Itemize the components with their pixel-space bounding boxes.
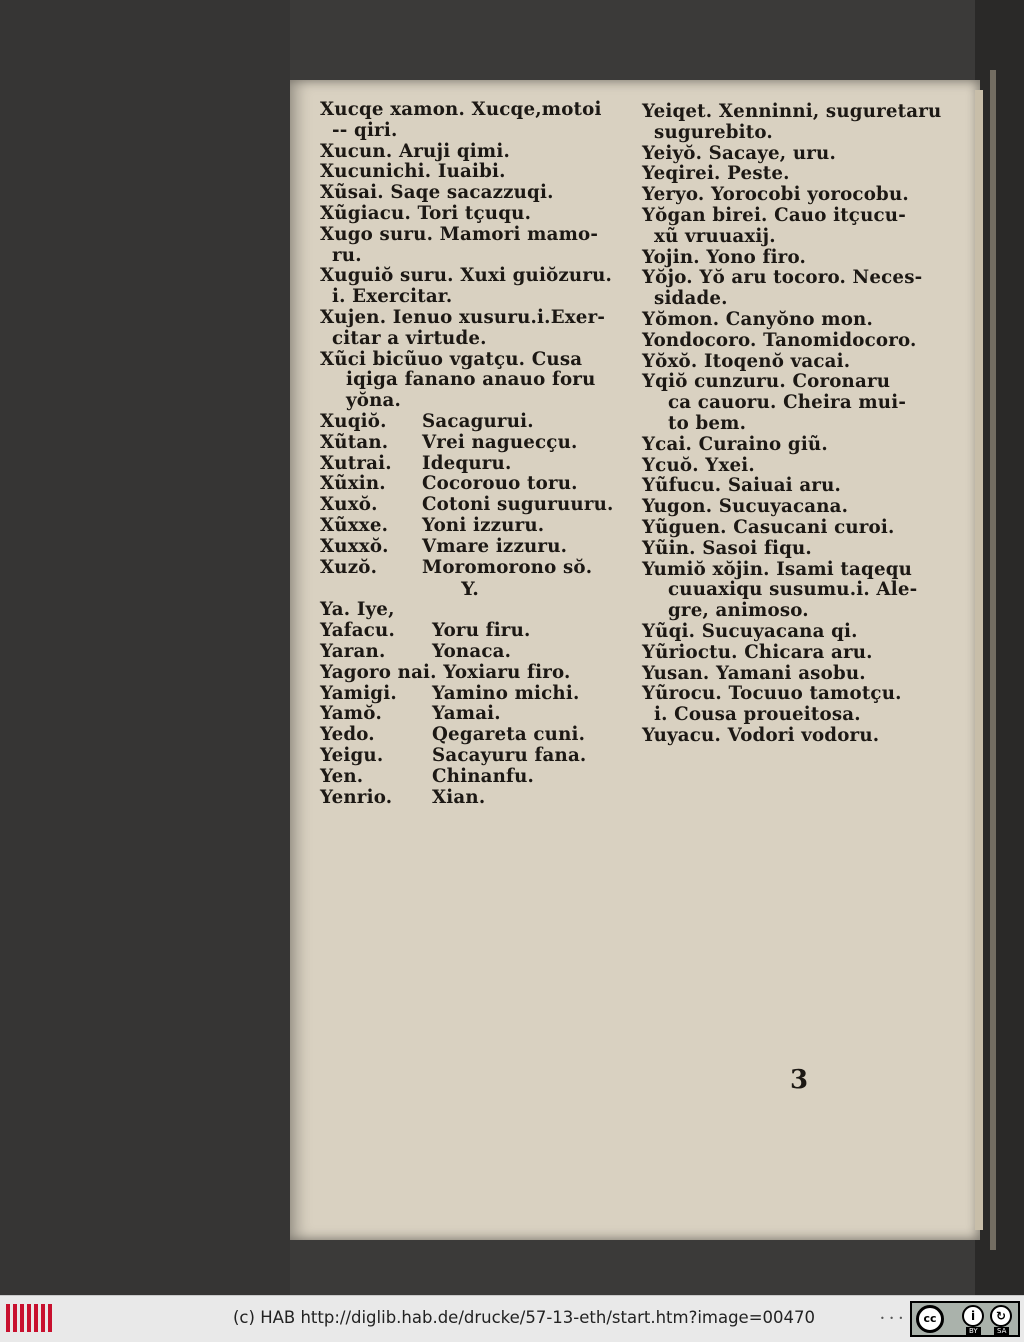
book-page xyxy=(290,80,980,1240)
entry: Yusan. Yamani asobu. xyxy=(642,662,866,684)
entry: Xuqiŏ. Sacagurui. xyxy=(320,410,534,432)
entry: Yondocoro. Tanomidocoro. xyxy=(642,329,917,351)
entry: Ya. Iye, xyxy=(320,599,395,621)
entry: Yũqi. Sucuyacana qi. xyxy=(642,620,858,642)
entry: Xũxxe. Yoni izzuru. xyxy=(320,514,545,536)
entry: Yŏxŏ. Itoqenŏ vacai. xyxy=(642,350,851,372)
entry: Yuyacu. Vodori vodoru. xyxy=(642,724,880,746)
left-column xyxy=(320,100,640,808)
entry: Yeiqet. Xenninni, suguretaru sugurebito. xyxy=(642,101,942,143)
entry: Xutrai. Idequru. xyxy=(320,452,512,474)
entry: Yeigu. Sacayuru fana. xyxy=(320,744,587,766)
entry: Yũfucu. Saiuai aru. xyxy=(642,475,842,497)
entry: Xuxŏ. Cotoni suguruuru. xyxy=(320,494,614,516)
entry: Yojin. Yono firo. xyxy=(642,246,807,268)
entry: Yũrioctu. Chicara aru. xyxy=(642,641,873,663)
share-alike-icon: ↻ xyxy=(990,1305,1012,1327)
entry: Xucun. Aruji qimi. xyxy=(320,140,510,162)
entry: Yeryo. Yorocobi yorocobu. xyxy=(642,184,909,206)
entry: Yamigi. Yamino michi. xyxy=(320,682,580,704)
entry: Ycuŏ. Yxei. xyxy=(642,454,755,476)
entry: Ycai. Curaino giũ. xyxy=(642,433,828,455)
entry: Yũguen. Casucani curoi. xyxy=(642,516,895,538)
entry: Yedo. Qegareta cuni. xyxy=(320,724,586,746)
copyright-url: (c) HAB http://diglib.hab.de/drucke/57-13-eth/start.htm?image=00470 xyxy=(233,1308,816,1327)
section-heading: Y. xyxy=(461,578,479,601)
page-edge xyxy=(975,90,983,1230)
cc-by-sa-license-badge[interactable] xyxy=(910,1301,1020,1337)
hab-logo-icon xyxy=(6,1304,52,1332)
entry: Yenrio. Xian. xyxy=(320,786,486,808)
entry: Yaran. Yonaca. xyxy=(320,640,512,662)
entry: Xũgiacu. Tori tçuqu. xyxy=(320,202,532,224)
entry: Xuxxŏ. Vmare izzuru. xyxy=(320,535,568,557)
page-number: 3 xyxy=(790,1065,809,1095)
entry: Yafacu. Yoru firu. xyxy=(320,620,531,642)
entry: Xũsai. Saqe sacazzuqi. xyxy=(320,182,554,204)
entry: Yagoro nai. Yoxiaru firo. xyxy=(320,661,571,683)
entry: Xugo suru. Mamori mamo- ru. xyxy=(320,223,599,266)
scan-background-left xyxy=(0,0,290,1295)
footer-bar xyxy=(0,1295,1024,1342)
entry: Xuzŏ. Moromorono sŏ. xyxy=(320,556,593,578)
entry: Yeqirei. Peste. xyxy=(642,163,790,185)
entry: Yũin. Sasoi fiqu. xyxy=(642,537,812,559)
entry: Xũtan. Vrei naguecçu. xyxy=(320,431,578,453)
entry: Yŏgan birei. Cauo itçucu- xũ vruuaxij. xyxy=(642,204,906,247)
footer-dots: • • • xyxy=(880,1314,905,1323)
entry: Yũrocu. Tocuuo tamotçu. i. Cousa proueitosa. xyxy=(642,683,902,726)
entry: Yŏmon. Canyŏno mon. xyxy=(642,308,873,330)
right-column xyxy=(642,102,967,747)
entry: Xũci bicũuo vgatçu. Cusa iqiga fanano anauo foru yŏna. xyxy=(320,348,596,412)
entry: Xucqe xamon. Xucqe,motoi -- qiri. xyxy=(320,99,602,141)
entry: Yugon. Sucuyacana. xyxy=(642,496,849,518)
entry: Yen. Chinanfu. xyxy=(320,765,535,787)
entry: Yqiŏ cunzuru. Coronaru ca cauoru. Cheira mui- to bem. xyxy=(642,371,907,434)
attribution-icon: i xyxy=(962,1305,984,1327)
entry: Yumiŏ xŏjin. Isami taqequ cuuaxiqu susumu.i. Ale- gre, animoso. xyxy=(642,558,918,622)
entry: Yamŏ. Yamai. xyxy=(320,703,501,725)
sa-label: SA xyxy=(994,1327,1009,1335)
cc-icon: cc xyxy=(916,1305,944,1333)
entry: Xujen. Ienuo xusuru.i.Exer- citar a virtude. xyxy=(320,306,606,349)
entry: Xuguiŏ suru. Xuxi guiŏzuru. i. Exercitar. xyxy=(320,265,613,308)
entry: Xucunichi. Iuaibi. xyxy=(320,161,506,183)
by-label: BY xyxy=(966,1327,981,1335)
page-edge-shadow xyxy=(990,70,996,1250)
entry: Yeiyŏ. Sacaye, uru. xyxy=(642,142,837,164)
entry: Xũxin. Cocorouo toru. xyxy=(320,473,578,495)
entry: Yŏjo. Yŏ aru tocoro. Neces- sidade. xyxy=(642,267,923,310)
